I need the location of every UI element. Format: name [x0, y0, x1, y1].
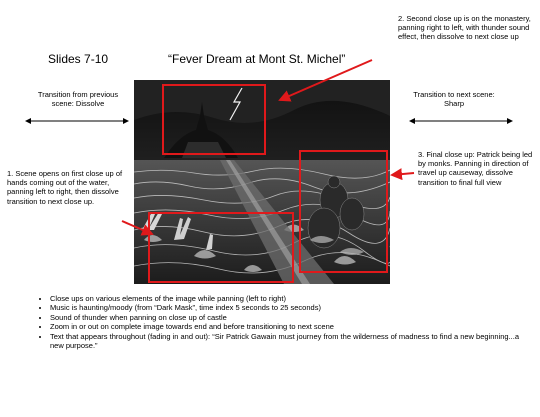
closeup-patrick-box [300, 151, 387, 272]
slide-title: “Fever Dream at Mont St. Michel” [168, 52, 346, 66]
closeup-hands-box [149, 213, 293, 282]
bullet-item: • Close ups on various elements of the image while panning (left to right) [50, 294, 520, 303]
note-2: 2. Second close up is on the monastery, panning right to left, with thunder sound effect, then dissolve to next close up [398, 14, 531, 42]
bullet-item: • Sound of thunder when panning on close up of castle [50, 313, 520, 322]
transition-previous-label: Transition from previous scene: Dissolve [37, 90, 119, 108]
transition-next-label: Transition to next scene: Sharp [413, 90, 495, 108]
arrow-note3-to-patrick [392, 173, 414, 175]
note-3: 3. Final close up: Patrick being led by monks. Panning in direction of travel up causeway, dissolve transition to final full view [418, 150, 533, 187]
arrow-note2-to-monastery [280, 60, 372, 100]
arrow-note1-to-hands [122, 221, 152, 234]
bullet-item: • Music is haunting/moody (from “Dark Mask”, time index 5 seconds to 25 seconds) [50, 303, 520, 312]
bullet-item: • Text that appears throughout (fading in and out): “Sir Patrick Gawain must journey from the wilderness of madness to find a new beginning...a new purpose.” [50, 332, 520, 351]
production-notes-list [38, 294, 520, 350]
note-1: 1. Scene opens on first close up of hands coming out of the water, panning left to right, then dissolve transition to next close up. [7, 169, 123, 206]
bullet-item: • Zoom in or out on complete image towards end and before transitioning to next scene [50, 322, 520, 331]
slides-label: Slides 7-10 [48, 52, 109, 66]
closeup-monastery-box [163, 85, 265, 154]
